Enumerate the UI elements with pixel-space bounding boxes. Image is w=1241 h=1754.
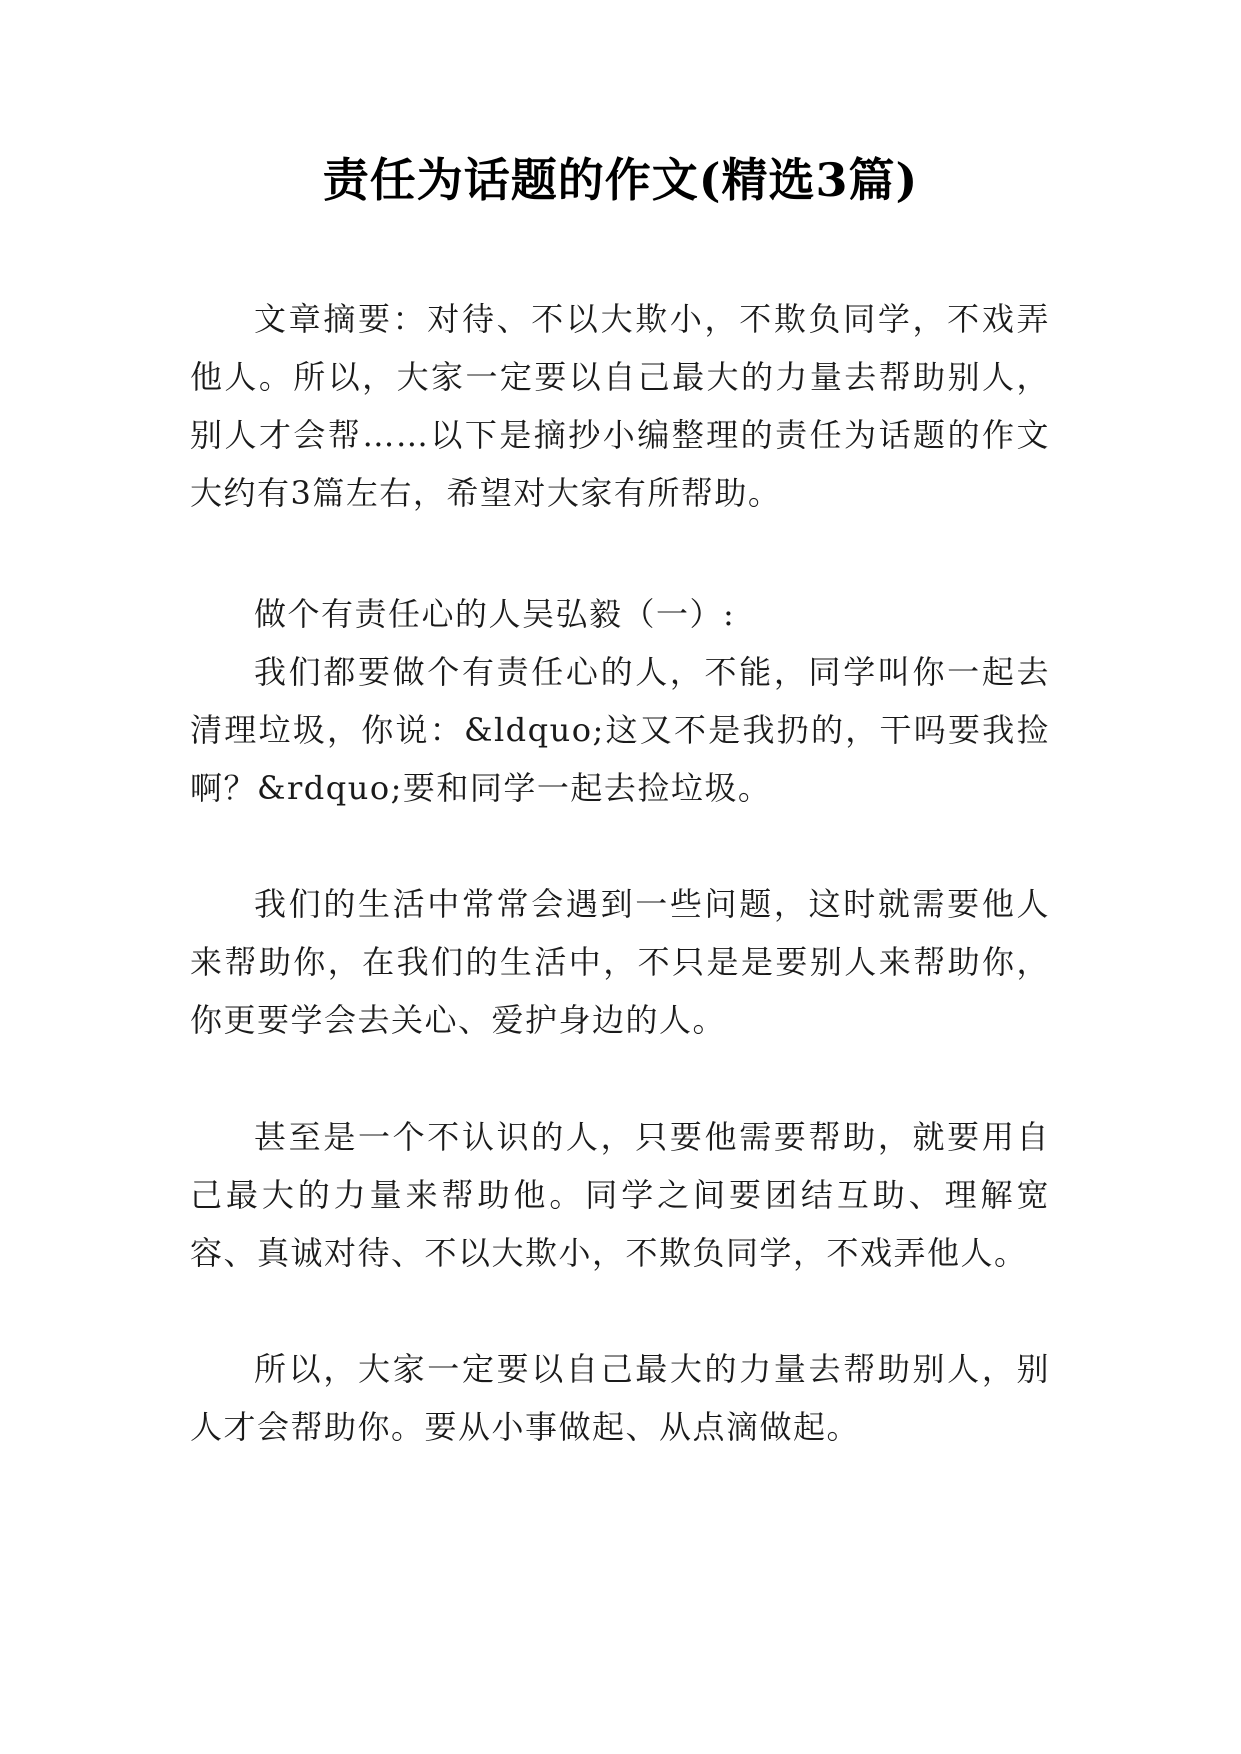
summary-paragraph: 文章摘要：对待、不以大欺小，不欺负同学，不戏弄他人。所以，大家一定要以自己最大的力量去帮助别人，别人才会帮……以下是摘抄小编整理的责任为话题的作文大约有3篇左右，希望对大家有所帮助。 <box>190 300 1050 512</box>
body-paragraph: 我们都要做个有责任心的人，不能，同学叫你一起去清理垃圾，你说：&ldquo;这又不是我扔的，干吗要我捡啊？&rdquo;要和同学一起去捡垃圾。 <box>190 653 1050 807</box>
body-paragraph: 所以，大家一定要以自己最大的力量去帮助别人，别人才会帮助你。要从小事做起、从点滴做起。 <box>190 1350 1050 1446</box>
body-paragraph: 我们的生活中常常会遇到一些问题，这时就需要他人来帮助你，在我们的生活中，不只是是要别人来帮助你，你更要学会去关心、爱护身边的人。 <box>190 885 1050 1039</box>
body-paragraph: 甚至是一个不认识的人，只要他需要帮助，就要用自己最大的力量来帮助他。同学之间要团结互助、理解宽容、真诚对待、不以大欺小，不欺负同学，不戏弄他人。 <box>190 1118 1050 1272</box>
section-subheading: 做个有责任心的人吴弘毅（一）: <box>254 595 736 633</box>
page-title: 责任为话题的作文(精选3篇) <box>322 153 919 207</box>
